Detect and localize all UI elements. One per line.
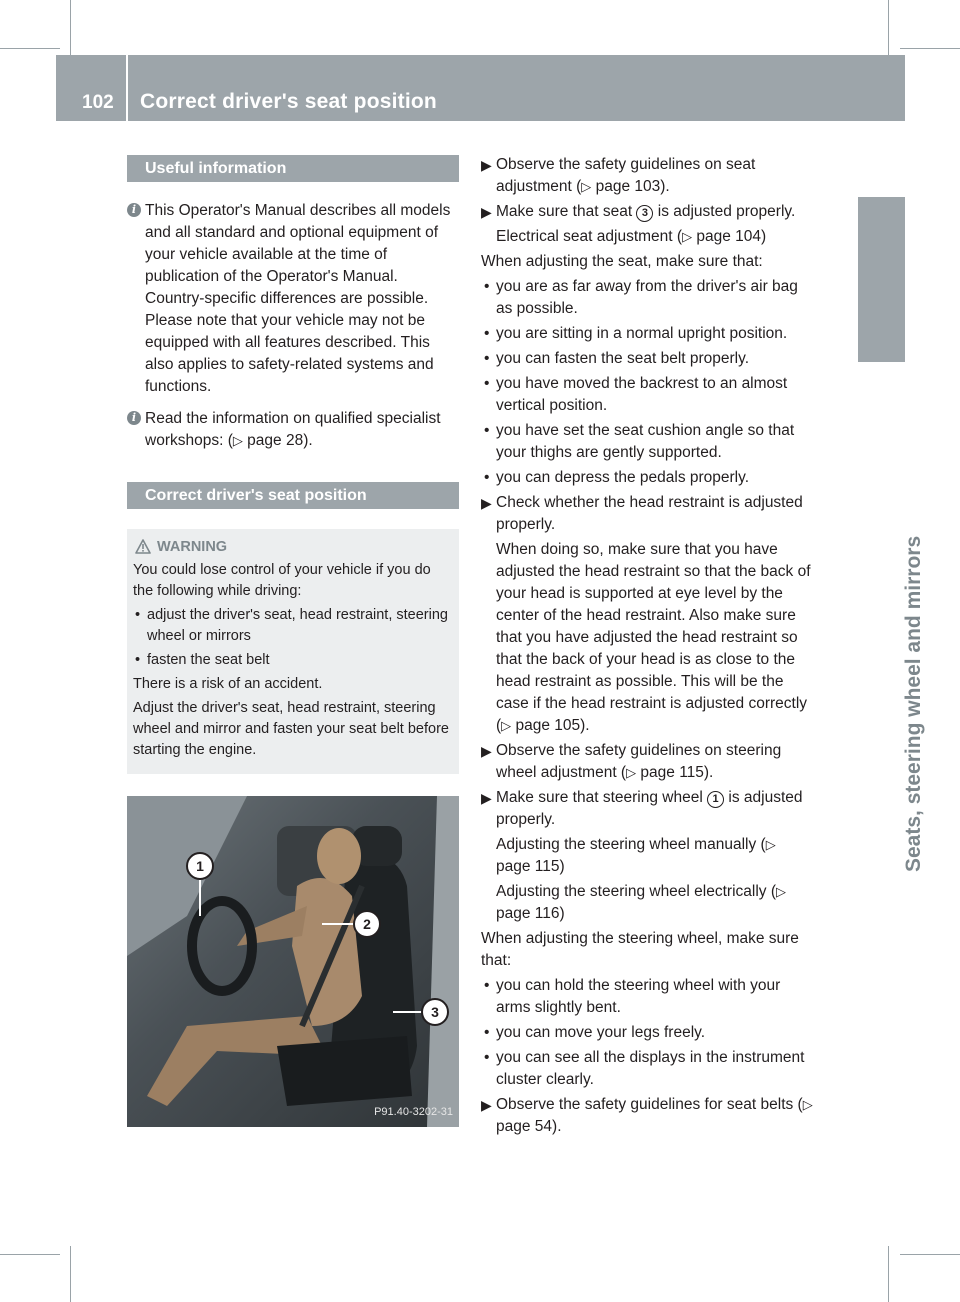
info-note: [127, 408, 459, 452]
page-ref-arrow-icon: ▷: [802, 1097, 813, 1112]
crop-mark: [888, 1246, 889, 1302]
instruction-step: [481, 201, 813, 223]
chapter-label-text: Seats, steering wheel and mirrors: [902, 535, 925, 872]
page-ref-arrow-icon: ▷: [232, 433, 243, 448]
chapter-tab: [858, 197, 905, 362]
chapter-label: [868, 372, 925, 872]
list-item: • you have moved the backrest to an almost vertical position.: [481, 373, 813, 417]
warning-box: [127, 529, 459, 774]
page-title: Correct driver's seat position: [140, 90, 437, 113]
info-icon: i: [127, 203, 141, 217]
step-arrow-icon: ▶: [481, 790, 492, 806]
step-detail: [481, 226, 813, 248]
page-ref-arrow-icon: ▷: [501, 718, 512, 733]
photo-code: P91.40-3202-31: [374, 1106, 453, 1118]
step-text: Check whether the head restraint is adjusted properly.: [496, 494, 803, 533]
step-detail: [481, 881, 813, 925]
list-item: • you can fasten the seat belt properly.: [481, 348, 813, 370]
callout-1: 1: [196, 858, 204, 874]
step-arrow-icon: ▶: [481, 204, 492, 220]
step-detail: [481, 539, 813, 737]
page-ref-link[interactable]: page 105).: [511, 717, 590, 734]
page-ref-link[interactable]: page 54).: [496, 1118, 562, 1135]
list-item: • you can see all the displays in the instrument cluster clearly.: [481, 1047, 813, 1091]
crop-mark: [900, 1254, 960, 1255]
right-column: [481, 154, 813, 1141]
instruction-step: [481, 154, 813, 198]
callout-ref: 1: [707, 791, 724, 808]
list-item: • you are as far away from the driver's air bag as possible.: [481, 276, 813, 320]
section-heading-seat-position: Correct driver's seat position: [127, 482, 459, 509]
warning-text: There is a risk of an accident.: [133, 676, 323, 692]
step-detail-text: Electrical seat adjustment (: [496, 228, 683, 245]
step-text: Observe the safety guidelines on steering wheel adjustment (: [496, 742, 782, 781]
warning-triangle-icon: [135, 539, 151, 554]
paragraph: When adjusting the seat, make sure that:: [481, 253, 763, 270]
warning-bullet: • adjust the driver's seat, head restraint, steering wheel or mirrors: [133, 605, 453, 647]
paragraph: When adjusting the steering wheel, make sure that:: [481, 930, 799, 969]
step-arrow-icon: ▶: [481, 495, 492, 511]
page-ref-link[interactable]: page 103).: [591, 178, 670, 195]
driver-seat-photo: [127, 796, 459, 1127]
driver-seat-illustration: [127, 796, 459, 1127]
list-item: • you can depress the pedals properly.: [481, 467, 813, 489]
list-item: • you can hold the steering wheel with your arms slightly bent.: [481, 975, 813, 1019]
page-ref-link[interactable]: page 115).: [636, 764, 714, 781]
warning-title-text: WARNING: [157, 539, 228, 555]
warning-bullet: • fasten the seat belt: [133, 650, 453, 671]
instruction-step: [481, 1094, 813, 1138]
info-text: This Operator's Manual describes all models and all standard and optional equipment of your vehicle available at the time of publication of the Operator's Manual. Country-specific differences are possible. Please note that your vehicle may not be equipped with all features described. This also applies to safety-related systems and functions.: [145, 202, 451, 395]
page-number: 102: [82, 92, 114, 113]
page-ref-link[interactable]: page 116): [496, 905, 565, 922]
info-note: [127, 200, 459, 398]
instruction-step: [481, 787, 813, 831]
page-ref-link[interactable]: page 104): [692, 228, 767, 245]
step-arrow-icon: ▶: [481, 1097, 492, 1113]
crop-mark: [900, 48, 960, 49]
step-arrow-icon: ▶: [481, 743, 492, 759]
step-text: Make sure that steering wheel: [496, 789, 708, 806]
callout-2: 2: [363, 916, 371, 932]
warning-text: Adjust the driver's seat, head restraint, steering wheel and mirror and fasten your seat belt before starting the engine.: [133, 700, 449, 758]
crop-mark: [888, 0, 889, 58]
list-item: • you can move your legs freely.: [481, 1022, 813, 1044]
header-divider: [126, 55, 128, 121]
left-column: [127, 155, 459, 1127]
info-text: Read the information on qualified specialist workshops: (: [145, 410, 441, 449]
info-icon: i: [127, 411, 141, 425]
page-ref-arrow-icon: ▷: [626, 765, 637, 780]
step-text: Make sure that seat: [496, 203, 637, 220]
step-detail-text: Adjusting the steering wheel electrically (: [496, 883, 776, 900]
list-item: • you are sitting in a normal upright position.: [481, 323, 813, 345]
page-ref-arrow-icon: ▷: [765, 837, 776, 852]
step-detail-text: Adjusting the steering wheel manually (: [496, 836, 766, 853]
section-heading-useful: Useful information: [127, 155, 459, 182]
page-ref-link[interactable]: page 28).: [242, 432, 313, 449]
step-arrow-icon: ▶: [481, 157, 492, 173]
instruction-step: [481, 740, 813, 784]
callout-3: 3: [431, 1004, 439, 1020]
crop-mark: [70, 1246, 71, 1302]
warning-text: You could lose control of your vehicle if you do the following while driving:: [133, 562, 431, 599]
page-ref-arrow-icon: ▷: [682, 229, 693, 244]
callout-ref: 3: [636, 205, 653, 222]
step-text: Observe the safety guidelines for seat belts (: [496, 1096, 803, 1113]
warning-title: [133, 537, 453, 558]
step-detail-text: When doing so, make sure that you have adjusted the head restraint so that the back of your head is supported at eye level by the center of the head restraint. Also make sure that you have adjusted the head restraint so that the back of your head is as close to the head restraint as possible. This will be the case if the head restraint is adjusted correctly (: [496, 541, 811, 734]
list-item: • you have set the seat cushion angle so that your thighs are gently supported.: [481, 420, 813, 464]
step-text: is adjusted properly.: [653, 203, 796, 220]
instruction-step: [481, 492, 813, 536]
crop-mark: [0, 1254, 60, 1255]
crop-mark: [0, 48, 60, 49]
step-detail: [481, 834, 813, 878]
page-ref-arrow-icon: ▷: [581, 179, 592, 194]
step-text: is adjusted properly.: [496, 789, 803, 828]
page-ref-link[interactable]: page 115): [496, 858, 565, 875]
page-ref-arrow-icon: ▷: [776, 884, 786, 899]
step-text: Observe the safety guidelines on seat adjustment (: [496, 156, 756, 195]
crop-mark: [70, 0, 71, 58]
